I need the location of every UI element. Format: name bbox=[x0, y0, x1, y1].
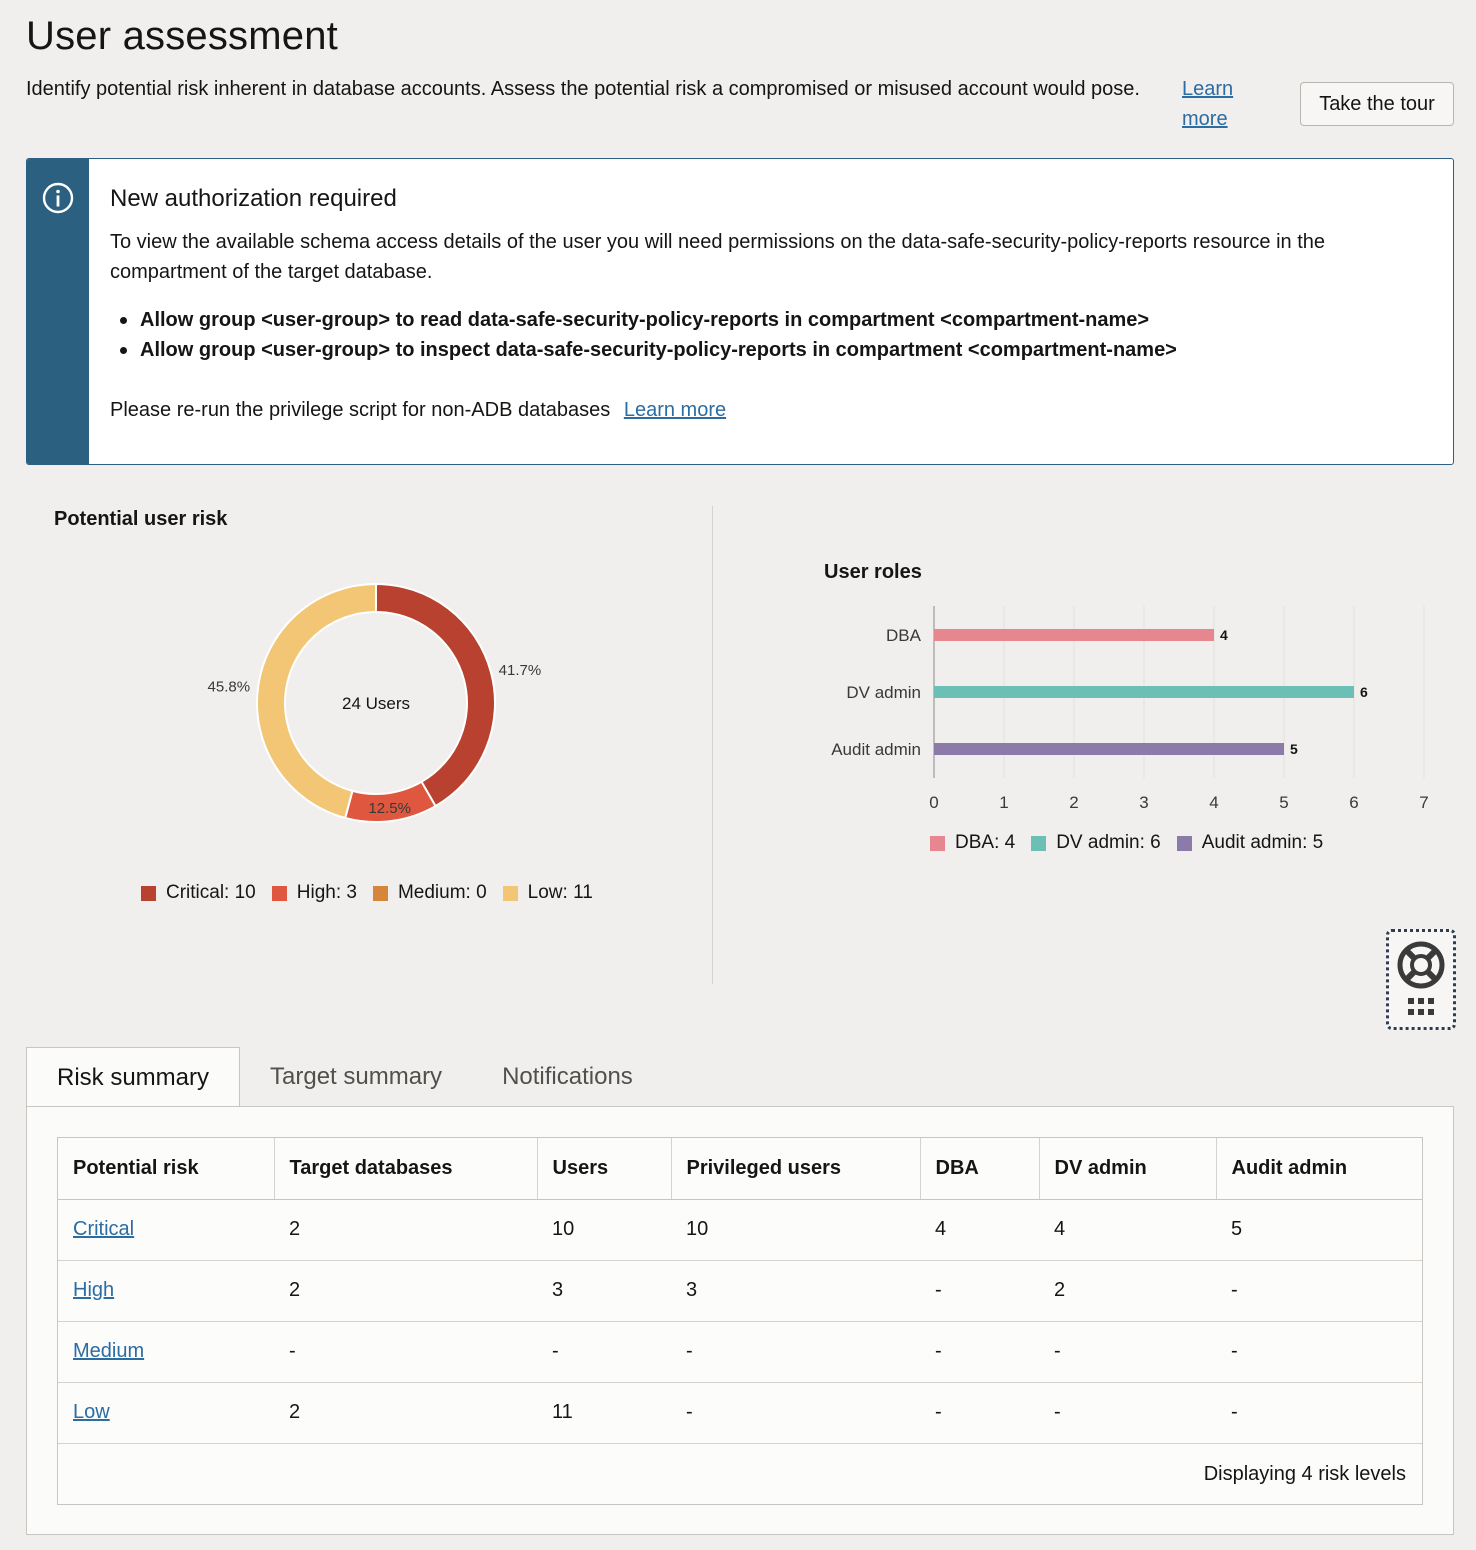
table-cell: 11 bbox=[537, 1382, 671, 1443]
risk-level-link[interactable]: High bbox=[58, 1260, 274, 1321]
user-roles-bar-chart bbox=[800, 598, 1440, 828]
bar-dv-admin[interactable] bbox=[934, 686, 1354, 698]
legend-swatch-high bbox=[272, 886, 287, 901]
table-cell: - bbox=[1216, 1321, 1422, 1382]
legend-audit-admin[interactable] bbox=[1177, 832, 1323, 854]
table-footer-status: Displaying 4 risk levels bbox=[1203, 1462, 1406, 1485]
legend-swatch-audit-admin bbox=[1177, 836, 1192, 851]
column-header[interactable]: Target databases bbox=[274, 1138, 537, 1199]
legend-dba[interactable] bbox=[930, 832, 1015, 854]
table-cell: 3 bbox=[537, 1260, 671, 1321]
banner-footer bbox=[110, 395, 726, 425]
table-cell: - bbox=[537, 1321, 671, 1382]
table-cell: - bbox=[1216, 1260, 1422, 1321]
x-tick-label: 2 bbox=[1069, 793, 1079, 812]
legend-swatch-dba bbox=[930, 836, 945, 851]
table-cell: - bbox=[1039, 1382, 1216, 1443]
summary-tabs bbox=[26, 1047, 663, 1107]
table-cell: - bbox=[1216, 1382, 1422, 1443]
y-category-label: DBA bbox=[886, 626, 921, 645]
x-tick-label: 0 bbox=[929, 793, 939, 812]
page-title: User assessment bbox=[26, 14, 338, 58]
legend-low[interactable] bbox=[503, 882, 593, 904]
legend-swatch-low bbox=[503, 886, 518, 901]
table-cell: 4 bbox=[1039, 1199, 1216, 1260]
page-description: Identify potential risk inherent in database accounts. Assess the potential risk a compromised or misused account would pose. bbox=[26, 78, 1140, 100]
risk-level-link[interactable]: Critical bbox=[58, 1199, 274, 1260]
legend-medium-label: Medium: 0 bbox=[397, 882, 487, 903]
table-row bbox=[58, 1199, 1422, 1260]
bar-value-label: 6 bbox=[1360, 684, 1368, 700]
table-cell: 2 bbox=[274, 1199, 537, 1260]
legend-critical-label: Critical: 10 bbox=[166, 882, 256, 903]
legend-medium[interactable] bbox=[373, 882, 487, 904]
x-tick-label: 7 bbox=[1419, 793, 1429, 812]
table-cell: - bbox=[920, 1260, 1039, 1321]
policy-item: Allow group <user-group> to read data-safe-security-policy-reports in compartment <compartment-name> bbox=[110, 305, 1177, 335]
table-cell: - bbox=[920, 1321, 1039, 1382]
donut-pct-label: 45.8% bbox=[207, 678, 251, 696]
risk-summary-table bbox=[57, 1137, 1423, 1505]
chart-divider bbox=[712, 506, 713, 984]
donut-pct-label: 41.7% bbox=[498, 662, 542, 680]
bar-audit-admin[interactable] bbox=[934, 743, 1284, 755]
risk-donut-chart bbox=[70, 545, 670, 865]
column-header[interactable]: DV admin bbox=[1039, 1138, 1216, 1199]
legend-audit-admin-label: Audit admin: 5 bbox=[1201, 832, 1324, 853]
table-row bbox=[58, 1260, 1422, 1321]
table-cell: 5 bbox=[1216, 1199, 1422, 1260]
bar-value-label: 4 bbox=[1220, 627, 1228, 643]
legend-dv-admin[interactable] bbox=[1031, 832, 1161, 854]
legend-high[interactable] bbox=[272, 882, 357, 904]
banner-learn-more-link[interactable]: Learn more bbox=[623, 399, 727, 421]
legend-low-label: Low: 11 bbox=[527, 882, 593, 903]
legend-swatch-critical bbox=[141, 886, 156, 901]
tab-target-summary[interactable]: Target summary bbox=[270, 1063, 443, 1090]
risk-level-link[interactable]: Low bbox=[58, 1382, 274, 1443]
lifebuoy-icon bbox=[1389, 932, 1453, 1027]
x-tick-label: 5 bbox=[1279, 793, 1289, 812]
tab-risk-summary[interactable]: Risk summary bbox=[26, 1047, 240, 1108]
table-cell: 3 bbox=[671, 1260, 920, 1321]
table-cell: - bbox=[920, 1382, 1039, 1443]
table-cell: 4 bbox=[920, 1199, 1039, 1260]
legend-swatch-dv-admin bbox=[1031, 836, 1046, 851]
x-tick-label: 6 bbox=[1349, 793, 1359, 812]
risk-legend bbox=[141, 882, 609, 904]
column-header[interactable]: Users bbox=[537, 1138, 671, 1199]
banner-footer-text: Please re-run the privilege script for non-ADB databases bbox=[110, 399, 611, 421]
info-icon bbox=[42, 182, 74, 214]
donut-pct-label: 12.5% bbox=[368, 800, 411, 818]
donut-center-label: 24 Users bbox=[341, 694, 411, 713]
table-cell: 10 bbox=[671, 1199, 920, 1260]
legend-swatch-medium bbox=[373, 886, 388, 901]
x-tick-label: 4 bbox=[1209, 793, 1219, 812]
table-cell: 2 bbox=[274, 1260, 537, 1321]
y-category-label: Audit admin bbox=[831, 740, 921, 759]
table-cell: 10 bbox=[537, 1199, 671, 1260]
roles-legend bbox=[930, 832, 1339, 854]
y-category-label: DV admin bbox=[846, 683, 921, 702]
table-cell: - bbox=[274, 1321, 537, 1382]
table-row bbox=[58, 1382, 1422, 1443]
table-row bbox=[58, 1321, 1422, 1382]
x-tick-label: 3 bbox=[1139, 793, 1149, 812]
tab-notifications[interactable]: Notifications bbox=[502, 1063, 633, 1090]
risk-chart-title: Potential user risk bbox=[54, 508, 228, 530]
banner-title: New authorization required bbox=[110, 185, 397, 212]
table-header-row bbox=[58, 1138, 1422, 1199]
roles-chart-title: User roles bbox=[824, 561, 922, 583]
risk-summary-panel bbox=[26, 1106, 1454, 1535]
learn-more-link[interactable]: Learn more bbox=[1182, 78, 1234, 130]
table-cell: - bbox=[1039, 1321, 1216, 1382]
column-header[interactable]: Privileged users bbox=[671, 1138, 920, 1199]
legend-dba-label: DBA: 4 bbox=[955, 832, 1016, 853]
table-cell: 2 bbox=[1039, 1260, 1216, 1321]
x-tick-label: 1 bbox=[999, 793, 1009, 812]
risk-level-link[interactable]: Medium bbox=[58, 1321, 274, 1382]
table-cell: 2 bbox=[274, 1382, 537, 1443]
column-header[interactable]: Potential risk bbox=[58, 1138, 274, 1199]
authorization-banner bbox=[26, 158, 1454, 465]
banner-text: To view the available schema access details of the user you will need permissions on the data-safe-security-policy-reports resource in the compartment of the target database. bbox=[110, 231, 1326, 283]
help-widget-button[interactable] bbox=[1386, 929, 1456, 1030]
policy-item: Allow group <user-group> to inspect data-safe-security-policy-reports in compartment <compartment-name> bbox=[110, 335, 1177, 365]
take-tour-button[interactable]: Take the tour bbox=[1300, 82, 1454, 126]
column-header[interactable]: DBA bbox=[920, 1138, 1039, 1199]
table-cell: - bbox=[671, 1382, 920, 1443]
bar-dba[interactable] bbox=[934, 629, 1214, 641]
banner-strip bbox=[27, 159, 89, 464]
column-header[interactable]: Audit admin bbox=[1216, 1138, 1422, 1199]
legend-critical[interactable] bbox=[141, 882, 256, 904]
legend-high-label: High: 3 bbox=[296, 882, 357, 903]
bar-value-label: 5 bbox=[1290, 741, 1298, 757]
table-cell: - bbox=[671, 1321, 920, 1382]
legend-dv-admin-label: DV admin: 6 bbox=[1056, 832, 1161, 853]
policy-list bbox=[110, 305, 1177, 365]
